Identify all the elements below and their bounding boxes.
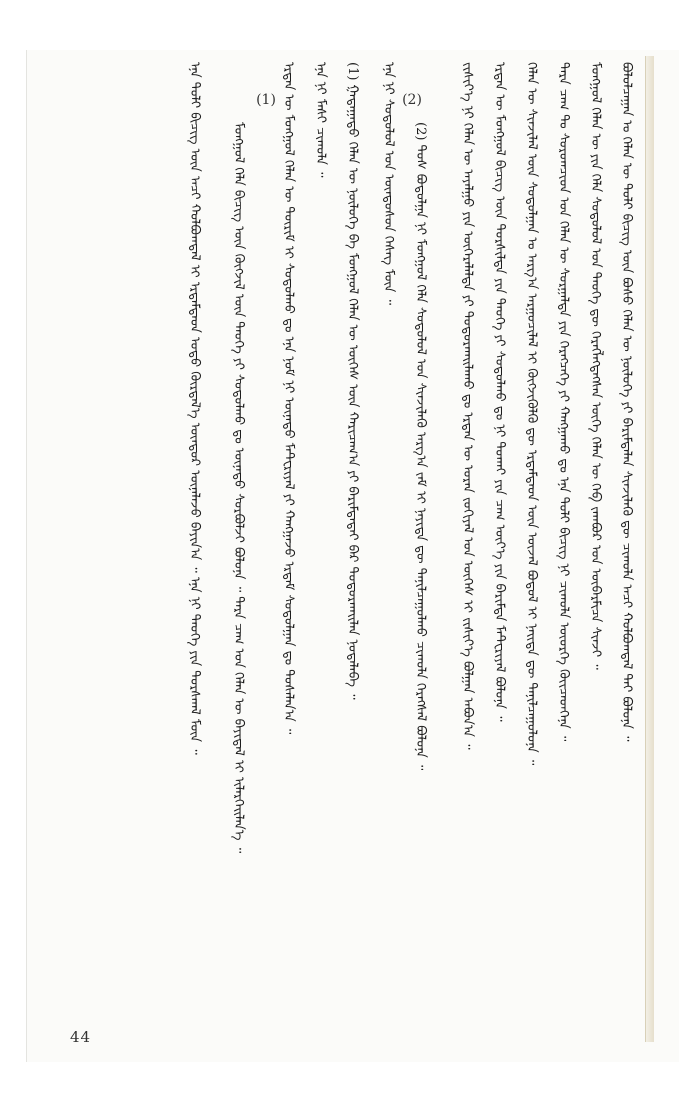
text-line: ᠡᠨᠡ ᠨᠢ ᠮᠠᠰᠢ ᠴᠢᠬᠤᠯᠠ ᠃ <box>313 62 328 178</box>
text-line: ᠮᠣᠩᠭᠣᠯ ᠬᠡᠯᠡ ᠪᠢᠴᠢᠭ ᠦᠨ ᠬᠥᠭᠵᠢᠯ ᠦᠨ ᠲᠡᠦᠬᠡ ᠶᠢ ᠰᠤᠳᠤᠯᠬᠤ ᠳᠤ ᠦᠨᠡᠲᠦ ᠰᠤᠷᠪᠤᠯᠵᠢ ᠪᠣᠯᠤᠨᠠ ᠃ ᠲᠡᠷᠡ ᠴᠠᠭ ᠤᠨ ᠬᠡᠯᠡᠨ ᠦ ᠪᠠᠶᠢᠳᠠᠯ ᠢ ᠢᠯᠡᠷᠬᠡᠢᠯᠡᠨ᠎ᠡ ᠃ <box>231 122 246 854</box>
text-line: (1) ᠭᠠᠳᠠᠭᠠᠳᠤ ᠬᠡᠯᠡᠨ ᠦ ᠨᠥᠯᠦᠭᠡ ᠪᠠ ᠮᠣᠩᠭᠣᠯ ᠬᠡᠯᠡᠨ ᠦ ᠦᠭᠡᠰ ᠦᠨ ᠬᠠᠷᠢᠴᠠᠭ᠎ᠠ ᠶᠢ ᠪᠠᠷᠢᠮᠲᠠᠲᠠᠢ ᠪᠠᠷ ᠲᠣᠳᠤᠷᠬᠠᠢᠯᠠᠨ ᠨᠣᠲᠠᠯᠠᠪᠠ ᠃ <box>345 62 360 700</box>
text-column-6 <box>455 62 479 750</box>
text-line: ᠵᠢᠱᠢᠶ᠎ᠡ ᠨᠢ ᠬᠡᠯᠡᠨ ᠦ ᠠᠶᠠᠯᠭᠤ ᠶᠢᠨ ᠥᠭᠡᠷᠡᠯᠡᠯᠲᠡ ᠶᠢ ᠲᠣᠳᠤᠷᠬᠠᠢᠯᠠᠬᠤ ᠳᠤ ᠡᠷᠲᠡᠨ ᠦ ᠤᠷᠠᠨ ᠵᠣᠬᠢᠶᠠᠯ ᠤᠨ ᠦᠭᠡᠰ ᠢ ᠵᠢᠱᠢᠶ᠎ᠡ ᠪᠣᠯᠭᠠᠨ ᠠᠪᠤᠨ᠎ᠠ ᠃ <box>460 62 475 750</box>
text-column-13 <box>182 62 206 755</box>
text-column-4 <box>519 62 543 765</box>
text-column-5 <box>487 62 511 722</box>
page-edge <box>645 56 654 1042</box>
text-line: ᠪᠣᠯᠤᠯᠴᠠᠭᠠᠨ ᠤ ᠬᠡᠯᠡᠨ ᠦ ᠲᠣᠯᠢ ᠪᠢᠴᠢᠭ ᠦᠨ ᠪᠤᠰᠤ ᠬᠡᠯᠡᠨ ᠦ ᠨᠥᠯᠦᠭᠡ ᠶᠢ ᠪᠠᠷᠢᠮᠳᠠᠯᠠᠨ ᠰᠢᠨᠵᠢᠯᠡᠬᠦ ᠳᠦ ᠴᠢᠬᠤᠯᠠ ᠠᠴᠢ ᠬᠣᠯᠪᠣᠭᠳᠠᠯ ᠲᠠᠢ ᠪᠣᠯᠤᠨᠠ ᠃ <box>619 62 634 742</box>
text-column-10 <box>308 62 332 178</box>
section-marker-1: (1) <box>256 92 276 108</box>
text-line: ᠡᠷᠲᠡᠨ ᠦ ᠮᠣᠩᠭᠣᠯ ᠬᠡᠯᠡᠨ ᠦ ᠳᠦᠷᠢᠮ ᠢ ᠰᠤᠳᠤᠯᠬᠤ ᠳᠤ ᠡᠨᠡ ᠨᠣᠮ ᠨᠢ ᠦᠨᠡᠲᠦ ᠮᠠᠲᠧᠷᠢᠶᠠᠯ ᠶᠢ ᠬᠠᠩᠭᠠᠵᠤ ᠡᠷᠳᠡᠮ ᠰᠤᠳᠤᠯᠭᠠᠨ ᠳᠤ ᠲᠤᠰᠠᠯᠠᠨ᠎ᠠ ᠃ <box>281 62 296 735</box>
text-line: ᠮᠣᠩᠭᠣᠯ ᠬᠡᠯᠡᠨ ᠦ ᠶᠢᠨ ᠬᠡᠯᠡ ᠰᠤᠳᠤᠯᠤᠯ ᠤᠨ ᠲᠡᠦᠬᠡ ᠳᠦ ᠬᠡᠷᠡᠭᠯᠡᠭᠳᠡᠭᠰᠡᠨ ᠦᠭᠡ ᠬᠡᠯᠡᠨ ᠦ ᠬᠡᠪ ᠵᠠᠭᠪᠤᠷ ᠤᠨ ᠥᠪᠡᠷᠮᠢᠴᠡ ᠰᠢᠨᠵᠢ ᠃ <box>588 62 603 670</box>
text-column-9 <box>340 62 364 700</box>
text-line: ᠬᠡᠯᠡᠨ ᠦ ᠰᠢᠨᠵᠢᠯᠡᠯ ᠦᠨ ᠰᠤᠳᠤᠯᠭᠠᠨ ᠤ ᠠᠷᠭ᠎ᠠ ᠠᠷᠭᠤᠴᠢᠯᠠᠯ ᠢ ᠬᠥᠭᠵᠢᠭᠦᠯᠬᠦ ᠳᠦ ᠡᠷᠳᠡᠮᠲᠡᠳ ᠦᠨ ᠦᠵᠡᠯ ᠪᠣᠳᠤᠯ ᠢ ᠨᠡᠢᠲᠡ ᠳᠦ ᠲᠠᠨᠢᠯᠴᠠᠭᠤᠯᠤᠨᠠ ᠃ <box>524 62 539 766</box>
section-marker-2: (2) <box>402 92 422 108</box>
text-column-7 <box>408 122 432 770</box>
text-line: (2) ᠲᠤᠰ ᠪᠣᠳᠤᠯᠭᠠ ᠨᠢ ᠮᠣᠩᠭᠣᠯ ᠬᠡᠯᠡ ᠰᠤᠳᠤᠯᠤᠯ ᠤᠨ ᠰᠢᠨᠵᠢᠯᠡᠬᠦ ᠠᠷᠭ᠎ᠠ ᠵᠠᠮ ᠢ ᠨᠡᠶᠢᠲᠡ ᠳᠦ ᠲᠠᠨᠢᠯᠴᠠᠭᠤᠯᠬᠤ ᠴᠢᠬᠤᠯᠠ ᠬᠡᠷᠡᠭᠰᠡᠯ ᠪᠣᠯᠤᠨᠠ ᠃ <box>413 122 428 771</box>
text-column-12 <box>226 122 250 853</box>
text-line: ᠡᠨᠡ ᠲᠣᠯᠢ ᠪᠢᠴᠢᠭ ᠦᠨ ᠠᠴᠢ ᠬᠣᠯᠪᠣᠭᠳᠠᠯ ᠢ ᠡᠷᠳᠡᠮᠲᠡᠳ ᠣᠳᠣ ᠬᠦᠷᠲᠡᠯ᠎ᠡ ᠥᠨᠳᠥᠷ ᠦᠨᠡᠯᠡᠵᠦ ᠪᠠᠶᠢᠨ᠎ᠠ ᠃ ᠡᠨᠡ ᠨᠢ ᠲᠡᠦᠬᠡ ᠶᠢᠨ ᠳᠤᠷᠰᠬᠠᠯ ᠮᠥᠨ ᠃ <box>187 62 202 755</box>
text-column-2 <box>583 62 607 670</box>
text-line: ᠲᠡᠷᠡ ᠴᠠᠭ ᠲᠤ ᠰᠤᠷᠤᠭᠴᠢᠳ ᠤᠨ ᠬᠡᠯᠡᠨ ᠦ ᠰᠤᠷᠭᠠᠯᠲᠠ ᠶᠢᠨ ᠬᠡᠷᠡᠭᠴᠡᠭᠡ ᠶᠢ ᠬᠠᠩᠭᠠᠬᠤ ᠳᠤ ᠡᠨᠡ ᠲᠣᠯᠢ ᠪᠢᠴᠢᠭ ᠨᠢ ᠴᠢᠬᠤᠯᠠ ᠦᠦᠷᠭᠡ ᠭᠦᠢᠴᠡᠳᠬᠡᠨᠡ ᠃ <box>556 62 571 742</box>
page-number: 44 <box>70 1028 92 1046</box>
text-line: ᠡᠷᠲᠡᠨ ᠦ ᠮᠣᠩᠭᠣᠯ ᠪᠢᠴᠢᠭ ᠦᠨ ᠳᠤᠷᠰᠢᠯᠲᠠ ᠶᠢᠨ ᠲᠡᠦᠬᠡ ᠶᠢ ᠰᠤᠳᠤᠯᠬᠤ ᠳᠤ ᠨᠢ ᠲᠤᠬᠠᠢ ᠶᠢᠨ ᠴᠠᠭ ᠦᠶ᠎ᠡ ᠶᠢᠨ ᠪᠠᠷᠢᠮᠲᠠ ᠮᠠᠲᠧᠷᠢᠶᠠᠯ ᠪᠣᠯᠤᠨᠠ ᠃ <box>492 62 507 722</box>
text-column-3 <box>551 62 575 741</box>
text-column-11 <box>276 62 300 734</box>
text-column-1 <box>614 62 638 742</box>
text-line: ᠡᠨᠡ ᠨᠢ ᠰᠤᠳᠤᠯᠤᠯ ᠤᠨ ᠦᠨᠳᠦᠰᠦᠨ ᠬᠡᠰᠡᠭ ᠮᠥᠨ ᠃ <box>381 62 396 306</box>
text-column-8 <box>376 62 400 305</box>
